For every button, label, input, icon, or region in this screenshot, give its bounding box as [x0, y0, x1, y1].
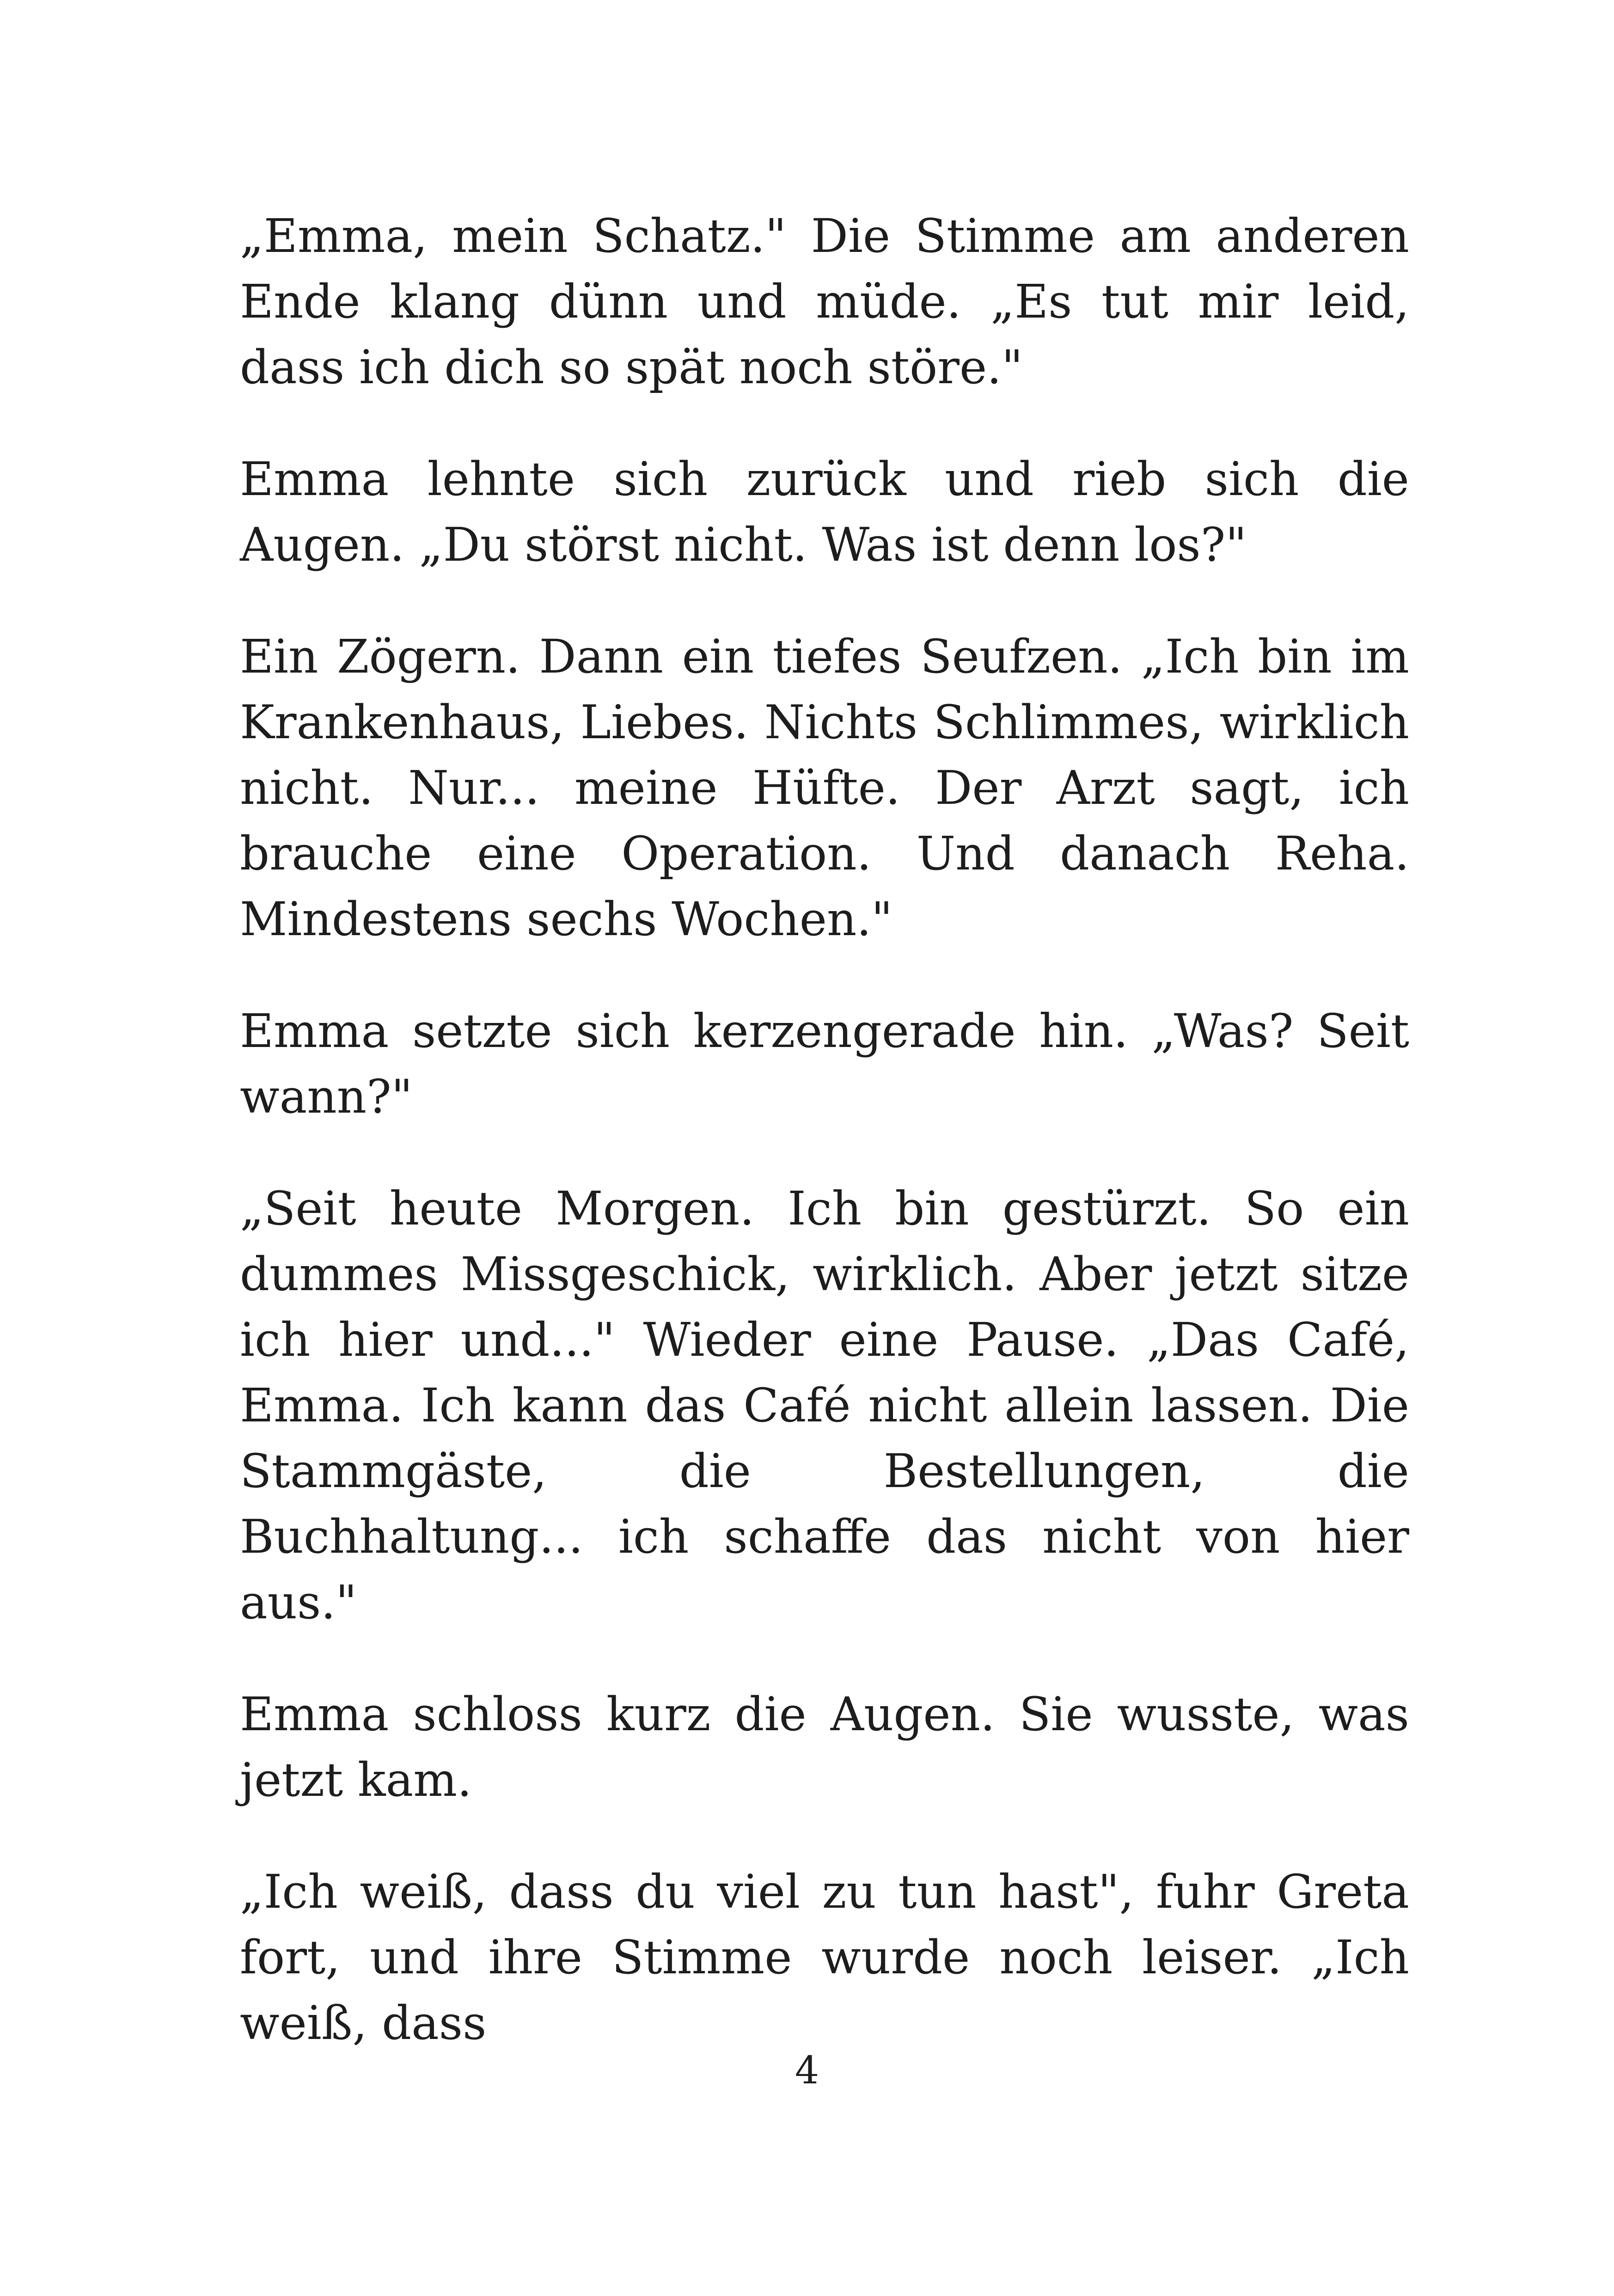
page-number: 4 [795, 2049, 819, 2093]
paragraph: Emma schloss kurz die Augen. Sie wusste, was jetzt kam. [240, 1687, 1409, 1807]
paragraph: Emma lehnte sich zurück und rieb sich die Augen. „Du störst nicht. Was ist denn los?" [240, 452, 1409, 572]
paragraph: Ein Zögern. Dann ein tiefes Seufzen. „Ich bin im Krankenhaus, Liebes. Nichts Schlimmes, wirklich nicht. Nur... meine Hüfte. Der Arzt sagt, ich brauche eine Operation. Und danach Reha. Mindestens sechs Wochen." [240, 630, 1409, 946]
paragraph: Emma setzte sich kerzengerade hin. „Was? Seit wann?" [240, 1004, 1409, 1124]
body-text [240, 203, 1409, 2102]
paragraph: „Ich weiß, dass du viel zu tun hast", fuhr Greta fort, und ihre Stimme wurde noch leiser. „Ich weiß, dass [240, 1865, 1409, 2050]
paragraph: „Seit heute Morgen. Ich bin gestürzt. So ein dummes Missgeschick, wirklich. Aber jetzt sitze ich hier und..." Wieder eine Pause. „Das Café, Emma. Ich kann das Café nicht allein lassen. Die Stammgäste, die Bestellungen, die Buchhaltung... ich schaffe das nicht von hier aus." [240, 1182, 1409, 1629]
paragraph: „Emma, mein Schatz." Die Stimme am anderen Ende klang dünn und müde. „Es tut mir leid, dass ich dich so spät noch störe." [240, 209, 1409, 394]
